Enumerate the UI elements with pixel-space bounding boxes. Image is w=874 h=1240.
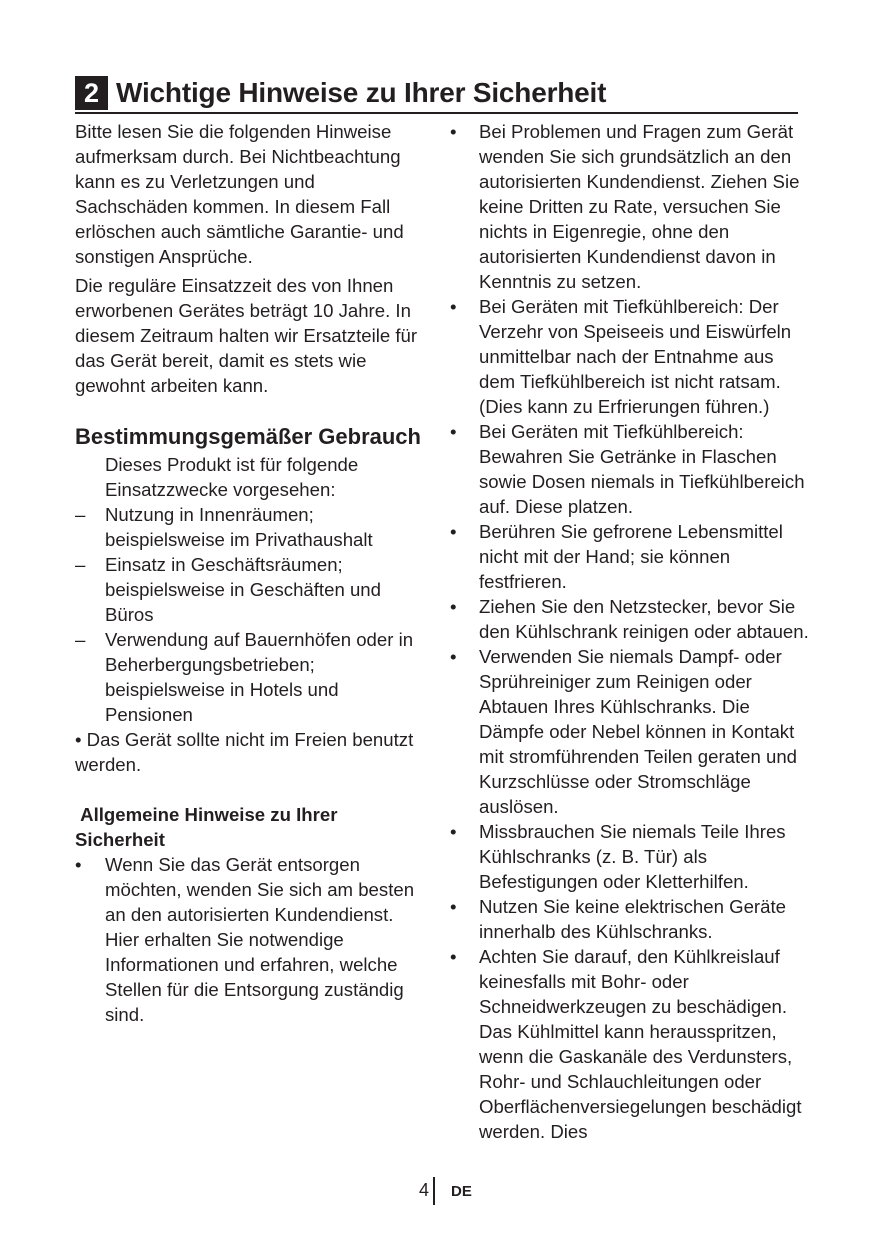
bullet-list-item: • Ziehen Sie den Netzstecker, bevor Sie den Kühlschrank reinigen oder abtauen.	[450, 596, 809, 642]
bullet-marker: •	[75, 854, 82, 875]
section-heading: Allgemeine Hinweise zu Ihrer Sicherheit	[75, 804, 338, 850]
section-note: • Das Gerät sollte nicht im Freien benutzt werden.	[75, 729, 414, 775]
bullet-list-item: • Bei Geräten mit Tiefkühlbereich: Der Verzehr von Speiseeis und Eiswürfeln unmittelbar nach der Entnahme aus dem Tiefkühlbereich ist nicht ratsam. (Dies kann zu Erfrierungen führen.)	[450, 296, 792, 417]
language-code: DE	[451, 1183, 472, 1200]
bullet-list-item: • Berühren Sie gefrorene Lebensmittel nicht mit der Hand; sie können festfrieren.	[450, 521, 783, 592]
bullet-list-item: • Wenn Sie das Gerät entsorgen möchten, wenden Sie sich am besten an den autorisierten Kundendienst. Hier erhalten Sie notwendige Informationen und erfahren, welche Stellen für die Entsorgung zuständig sind.	[75, 854, 415, 1025]
dash-list-item: – Nutzung in Innenräumen; beispielsweise im Privathaushalt	[75, 504, 373, 550]
bullet-marker: •	[450, 946, 457, 967]
chapter-number: 2	[75, 76, 108, 110]
bullet-list-item: • Bei Problemen und Fragen zum Gerät wenden Sie sich grundsätzlich an den autorisierten Kundendienst. Ziehen Sie keine Dritten zu Rate, versuchen Sie nichts in Eigenregie, ohne den autorisierten Kundendienst davon in Kenntnis zu setzen.	[450, 121, 800, 292]
bullet-marker: •	[450, 646, 457, 667]
dash-list-item: – Verwendung auf Bauernhöfen oder in Beherbergungsbetrieben; beispielsweise in Hotels und Pensionen	[75, 629, 414, 725]
intro-paragraph: Die reguläre Einsatzzeit des von Ihnen erworbenen Gerätes beträgt 10 Jahre. In diesem Zeitraum halten wir Ersatzteile für das Gerät bereit, damit es stets wie gewohnt arbeiten kann.	[75, 275, 418, 396]
footer-divider	[433, 1177, 435, 1205]
intro-paragraph: Bitte lesen Sie die folgenden Hinweise aufmerksam durch. Bei Nichtbeachtung kann es zu Verletzungen und Sachschäden kommen. In diesem Fall erlöschen auch sämtliche Garantie- und sonstigen Ansprüche.	[75, 121, 404, 267]
bullet-list-item: • Nutzen Sie keine elektrischen Geräte innerhalb des Kühlschranks.	[450, 896, 786, 942]
bullet-marker: •	[450, 121, 457, 142]
dash-marker: –	[75, 554, 86, 575]
bullet-marker: •	[450, 521, 457, 542]
right-column	[450, 119, 810, 1144]
dash-marker: –	[75, 504, 86, 525]
bullet-marker: •	[450, 896, 457, 917]
bullet-list-item: • Bei Geräten mit Tiefkühlbereich: Bewahren Sie Getränke in Flaschen sowie Dosen niemals in Tiefkühlbereich auf. Diese platzen.	[450, 421, 805, 517]
page-number: 4	[418, 1180, 429, 1200]
chapter-header	[75, 74, 798, 114]
section-lead: Dieses Produkt ist für folgende Einsatzzwecke vorgesehen:	[105, 454, 359, 500]
bullet-marker: •	[450, 596, 457, 617]
chapter-title: Wichtige Hinweise zu Ihrer Sicherheit	[116, 77, 607, 108]
bullet-marker: •	[450, 421, 457, 442]
dash-list-item: – Einsatz in Geschäftsräumen; beispielsweise in Geschäften und Büros	[75, 554, 381, 625]
bullet-marker: •	[450, 821, 457, 842]
bullet-list-item: • Achten Sie darauf, den Kühlkreislauf keinesfalls mit Bohr- oder Schneidwerkzeugen zu beschädigen. Das Kühlmittel kann herausspritzen, wenn die Gaskanäle des Verdunsters, Rohr- und Schlauchleitungen oder Oberflächenversiegelungen beschädigt werden. Dies	[450, 946, 802, 1142]
bullet-marker: •	[450, 296, 457, 317]
bullet-list-item: • Verwenden Sie niemals Dampf- oder Sprühreiniger zum Reinigen oder Abtauen Ihres Kühlschranks. Die Dämpfe oder Nebel können in Kontakt mit stromführenden Teilen geraten und Kurzschlüsse oder Stromschläge auslösen.	[450, 646, 798, 817]
left-column	[75, 119, 430, 1027]
section-heading: Bestimmungsgemäßer Gebrauch	[75, 424, 421, 449]
dash-marker: –	[75, 629, 86, 650]
bullet-list-item: • Missbrauchen Sie niemals Teile Ihres Kühlschranks (z. B. Tür) als Befestigungen oder Kletterhilfen.	[450, 821, 786, 892]
